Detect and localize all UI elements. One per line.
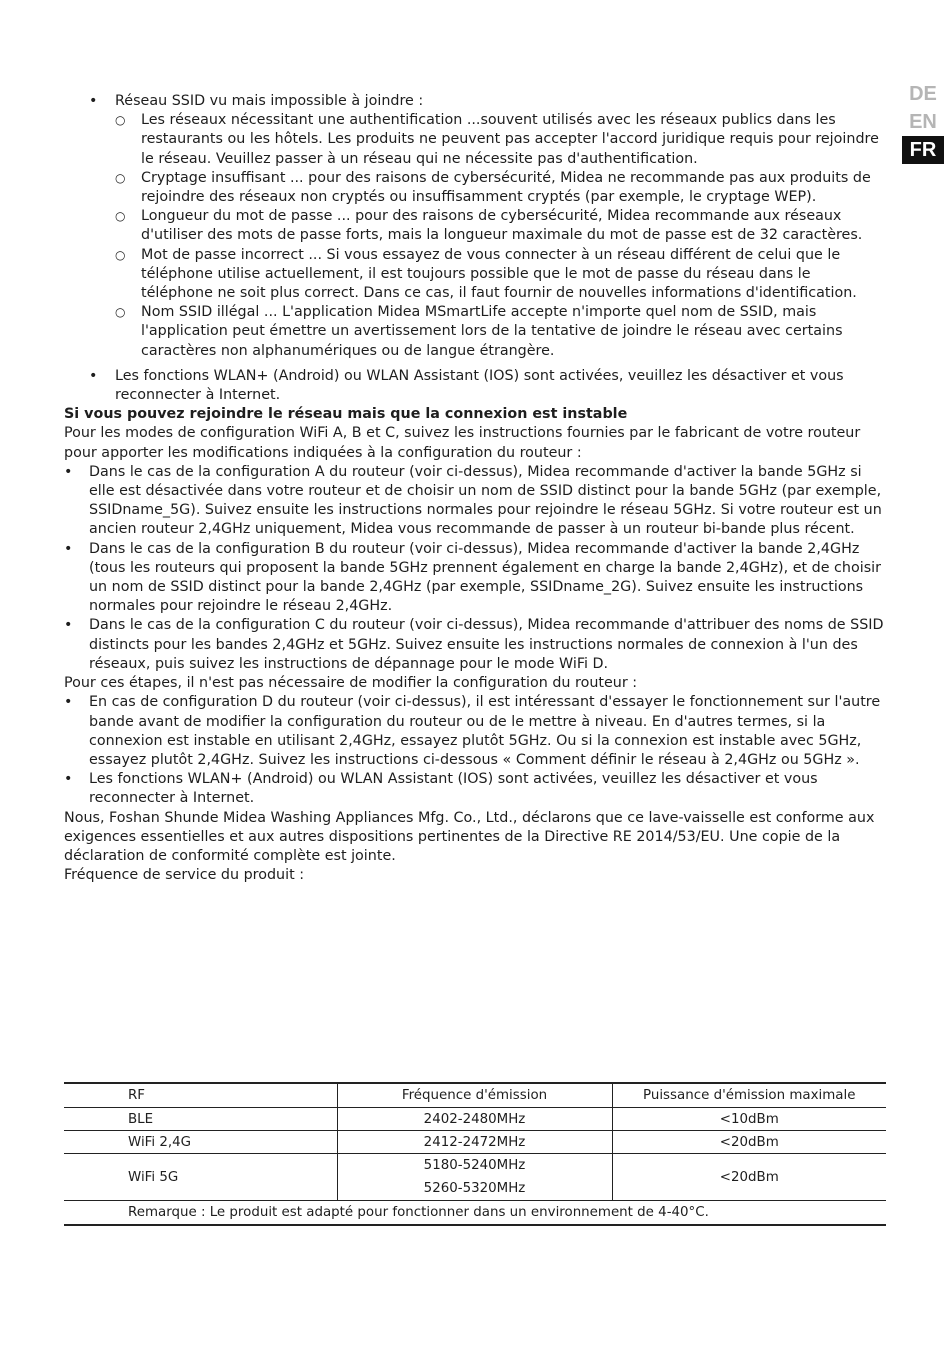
- table-note: Remarque : Le produit est adapté pour fonctionner dans un environnement de 4-40°C.: [64, 1201, 886, 1226]
- cell-frequency: 5180-5240MHz: [423, 1158, 526, 1173]
- frequency-table: [64, 1082, 886, 1226]
- sub-bullet-password-length: ○ Longueur du mot de passe ... pour des raisons de cybersécurité, Midea recommande aux réseaux d'utiliser des mots de passe forts, mais la longueur maximale du mot de passe est de 32 caractères.: [64, 207, 886, 245]
- header-rf: RF: [64, 1083, 337, 1108]
- bullet-wlan-assistant-2: • Les fonctions WLAN+ (Android) ou WLAN Assistant (IOS) sont activées, veuillez les désactiver et vous reconnecter à Internet.: [64, 770, 886, 808]
- lang-tab-en[interactable]: EN: [909, 111, 937, 133]
- cell-frequency: 2402-2480MHz: [337, 1108, 612, 1131]
- cell-frequency: 2412-2472MHz: [337, 1131, 612, 1154]
- header-frequency: Fréquence d'émission: [337, 1083, 612, 1108]
- lang-tab-de[interactable]: DE: [909, 83, 937, 105]
- section-heading: Si vous pouvez rejoindre le réseau mais que la connexion est instable: [64, 406, 628, 423]
- table-note-row: [64, 1201, 886, 1226]
- sub-bullet-wrong-password: ○ Mot de passe incorrect ... Si vous essayez de vous connecter à un réseau différent de celui que le téléphone utilise actuellement, il est toujours possible que le mot de passe du réseau dans le téléphone ne soit plus correct. Dans ce cas, il faut fournir de nouvelles informations d'identification.: [64, 246, 886, 304]
- table-row: [64, 1108, 886, 1131]
- bullet-wlan-assistant: • Les fonctions WLAN+ (Android) ou WLAN Assistant (IOS) sont activées, veuillez les désactiver et vous reconnecter à Internet.: [64, 367, 886, 405]
- table-header-row: [64, 1083, 886, 1108]
- bullet-config-a: • Dans le cas de la configuration A du routeur (voir ci-dessus), Midea recommande d'activer la bande 5GHz si elle est désactivée dans votre routeur et de choisir un nom de SSID distinct pour la bande 5GHz (par exemple, SSIDname_5G). Suivez ensuite les instructions normales pour rejoindre le réseau 5GHz. Si votre routeur est un ancien routeur 2,4GHz uniquement, Midea vous recommande de passer à un routeur bi-bande plus récent.: [64, 463, 886, 540]
- sub-bullet-encryption: ○ Cryptage insuffisant ... pour des raisons de cybersécurité, Midea ne recommande pas aux produits de rejoindre des réseaux non cryptés ou insuffisamment cryptés (par exemple, le cryptage WEP).: [64, 169, 886, 207]
- document-body: [64, 92, 886, 885]
- cell-rf: WiFi 2,4G: [64, 1131, 337, 1154]
- table-row: [64, 1154, 886, 1201]
- cell-rf: BLE: [64, 1108, 337, 1131]
- bullet-config-d: • En cas de configuration D du routeur (voir ci-dessus), il est intéressant d'essayer le fonctionnement sur l'autre bande avant de modifier la configuration du routeur ou de le mettre à niveau. En d'autres termes, si la connexion est instable en utilisant 2,4GHz, essayez plutôt 5GHz. Ou si la connexion est instable avec 5GHz, essayez plutôt 2,4GHz. Suivez les instructions ci-dessous « Comment définir le réseau à 2,4GHz ou 5GHz ».: [64, 693, 886, 770]
- paragraph-no-change: Pour ces étapes, il n'est pas nécessaire de modifier la configuration du routeur :: [64, 675, 638, 692]
- cell-frequency-pair: [337, 1154, 612, 1201]
- header-power: Puissance d'émission maximale: [612, 1083, 886, 1108]
- declaration-paragraph: Nous, Foshan Shunde Midea Washing Appliances Mfg. Co., Ltd., déclarons que ce lave-vaisselle est conforme aux exigences essentielles et aux autres dispositions pertinentes de la Directive RE 2014/53/EU. Une copie de la déclaration de conformité complète est jointe.: [64, 809, 875, 864]
- sub-bullet-authentication: ○ Les réseaux nécessitant une authentification ...souvent utilisés avec les réseaux publics dans les restaurants ou les hôtels. Les produits ne peuvent pas accepter l'accord juridique requis pour rejoindre le réseau. Veuillez passer à un réseau qui ne nécessite pas d'authentification.: [64, 111, 886, 169]
- bullet-config-b: • Dans le cas de la configuration B du routeur (voir ci-dessus), Midea recommande d'activer la bande 2,4GHz (tous les routeurs qui proposent la bande 5GHz prennent également en charge la bande 2,4GHz), et de choisir un nom de SSID distinct pour la bande 2,4GHz (par exemple, SSIDname_2G). Suivez ensuite les instructions normales pour rejoindre le réseau 2,4GHz.: [64, 540, 886, 617]
- cell-power: <20dBm: [612, 1131, 886, 1154]
- cell-power: <10dBm: [612, 1108, 886, 1131]
- frequency-label: Fréquence de service du produit :: [64, 867, 305, 884]
- bullet-config-c: • Dans le cas de la configuration C du routeur (voir ci-dessus), Midea recommande d'attribuer des noms de SSID distincts pour les bandes 2,4GHz et 5GHz. Suivez ensuite les instructions normales de connexion à l'un des réseaux, puis suivez les instructions de dépannage pour le mode WiFi D.: [64, 616, 886, 674]
- cell-frequency: 5260-5320MHz: [423, 1181, 526, 1196]
- sub-bullet-illegal-ssid: ○ Nom SSID illégal ... L'application Midea MSmartLife accepte n'importe quel nom de SSID, mais l'application peut émettre un avertissement lors de la tentative de joindre le réseau avec certains caractères non alphanumériques ou de langue étrangère.: [64, 303, 886, 361]
- cell-rf: WiFi 5G: [64, 1154, 337, 1201]
- table-row: [64, 1131, 886, 1154]
- paragraph-config-intro: Pour les modes de configuration WiFi A, B et C, suivez les instructions fournies par le fabricant de votre routeur pour apporter les modifications indiquées à la configuration du routeur :: [64, 425, 861, 461]
- bullet-ssid-intro: • Réseau SSID vu mais impossible à joindre :: [64, 92, 886, 111]
- lang-tab-fr[interactable]: FR: [902, 136, 944, 164]
- cell-power: <20dBm: [612, 1154, 886, 1201]
- language-tabs: [902, 80, 944, 164]
